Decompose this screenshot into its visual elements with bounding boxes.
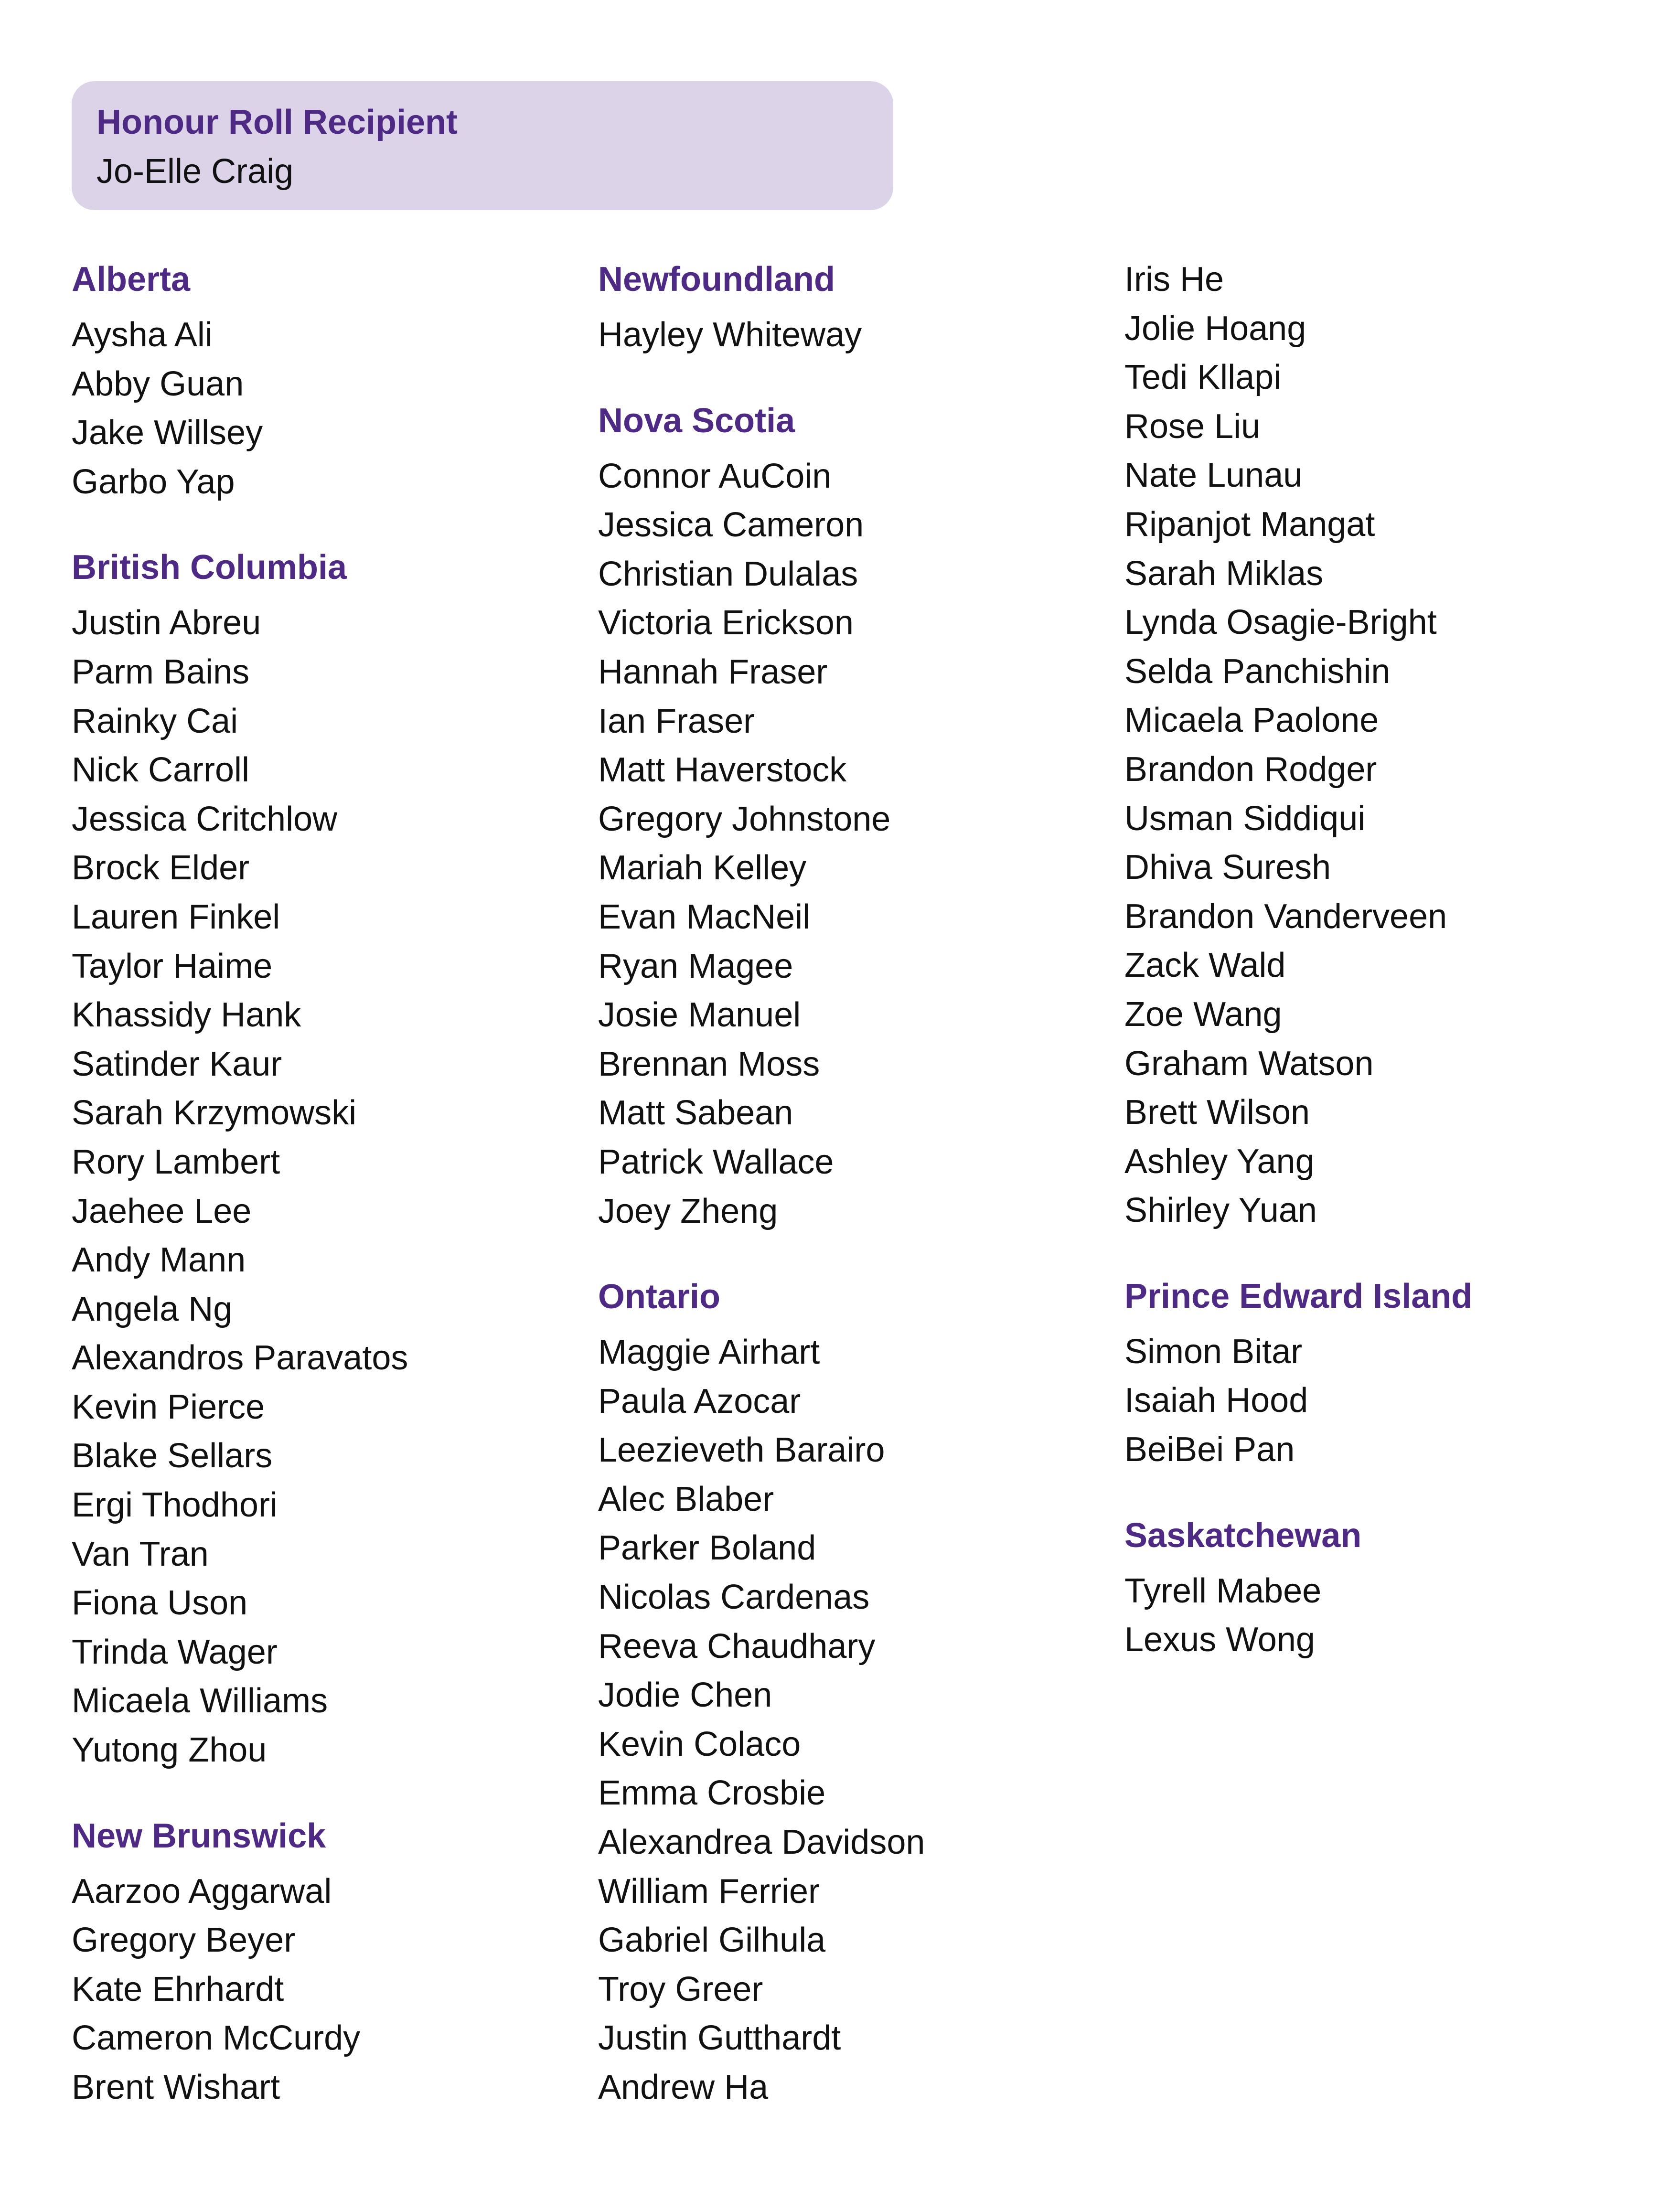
list-item: Sarah Krzymowski: [72, 1094, 357, 1132]
column-3: [1124, 255, 1626, 1701]
list-item: Alexandros Paravatos: [72, 1339, 408, 1377]
section-title: Nova Scotia: [598, 401, 795, 440]
list-item: Brent Wishart: [72, 2068, 280, 2106]
list-item: Lynda Osagie-Bright: [1124, 603, 1437, 642]
list-item: Tyrell Mabee: [1124, 1571, 1322, 1610]
list-item: Jaehee Lee: [72, 1192, 252, 1230]
list-item: Sarah Miklas: [1124, 554, 1324, 593]
section-title: Ontario: [598, 1278, 721, 1316]
name-list: [1124, 1567, 1626, 1665]
list-item: Kevin Pierce: [72, 1388, 265, 1426]
list-item: Jessica Cameron: [598, 506, 864, 545]
list-item: Justin Gutthardt: [598, 2019, 841, 2058]
name-list: [598, 310, 1100, 360]
section-new-brunswick: [72, 1812, 573, 2112]
list-item: Brennan Moss: [598, 1045, 820, 1083]
list-item: Lexus Wong: [1124, 1621, 1315, 1659]
list-item: Alec Blaber: [598, 1480, 774, 1518]
section-ontario-continued: [1124, 255, 1626, 1235]
list-item: Nicolas Cardenas: [598, 1578, 870, 1617]
section-title: British Columbia: [72, 548, 347, 587]
list-item: Blake Sellars: [72, 1437, 273, 1475]
list-item: Abby Guan: [72, 364, 244, 403]
name-list: [72, 598, 573, 1774]
list-item: Zack Wald: [1124, 946, 1286, 985]
section-saskatchewan: [1124, 1511, 1626, 1665]
list-item: Shirley Yuan: [1124, 1191, 1317, 1230]
section-prince-edward-island: [1124, 1272, 1626, 1474]
list-item: Selda Panchishin: [1124, 652, 1391, 691]
list-item: Taylor Haime: [72, 947, 273, 985]
list-item: Fiona Uson: [72, 1584, 248, 1623]
list-item: Andrew Ha: [598, 2068, 769, 2106]
list-item: Ryan Magee: [598, 947, 793, 985]
list-item: Simon Bitar: [1124, 1332, 1303, 1371]
list-item: Jolie Hoang: [1124, 309, 1306, 348]
list-item: Ripanjot Mangat: [1124, 505, 1375, 544]
list-item: Parm Bains: [72, 652, 250, 691]
list-item: Micaela Williams: [72, 1682, 328, 1720]
list-item: Reeva Chaudhary: [598, 1627, 876, 1666]
list-item: Rainky Cai: [72, 702, 238, 740]
section-title: Alberta: [72, 260, 191, 299]
list-item: Alexandrea Davidson: [598, 1823, 925, 1862]
list-item: Kate Ehrhardt: [72, 1970, 284, 2008]
section-title: New Brunswick: [72, 1816, 326, 1855]
name-list: [598, 1328, 1100, 2112]
list-item: Hannah Fraser: [598, 652, 828, 691]
list-item: Patrick Wallace: [598, 1143, 834, 1181]
list-item: Paula Azocar: [598, 1382, 801, 1420]
list-item: Troy Greer: [598, 1970, 763, 2008]
column-2: [598, 255, 1100, 2149]
list-item: Parker Boland: [598, 1529, 816, 1568]
section-newfoundland: [598, 255, 1100, 360]
section-british-columbia: [72, 543, 573, 1774]
list-item: Maggie Airhart: [598, 1333, 820, 1372]
list-item: Trinda Wager: [72, 1633, 278, 1671]
list-item: Christian Dulalas: [598, 555, 858, 593]
recipient-name: Jo-Elle Craig: [96, 152, 294, 191]
list-item: Ergi Thodhori: [72, 1486, 278, 1525]
list-item: William Ferrier: [598, 1872, 820, 1911]
section-title: Prince Edward Island: [1124, 1277, 1473, 1315]
list-item: Zoe Wang: [1124, 995, 1282, 1034]
list-item: Ashley Yang: [1124, 1142, 1315, 1181]
list-item: Usman Siddiqui: [1124, 799, 1366, 838]
list-item: Matt Sabean: [598, 1094, 793, 1132]
list-item: Gabriel Gilhula: [598, 1921, 826, 1960]
column-1: [72, 255, 573, 2149]
list-item: Garbo Yap: [72, 462, 235, 501]
list-item: Nate Lunau: [1124, 456, 1303, 495]
name-list: [1124, 1327, 1626, 1474]
list-item: Victoria Erickson: [598, 604, 854, 642]
section-ontario: [598, 1272, 1100, 2112]
list-item: Andy Mann: [72, 1241, 246, 1280]
list-item: Satinder Kaur: [72, 1045, 282, 1083]
list-item: Gregory Beyer: [72, 1921, 296, 1960]
list-item: Angela Ng: [72, 1290, 233, 1328]
section-alberta: [72, 255, 573, 506]
list-item: Jodie Chen: [598, 1676, 772, 1715]
list-item: Josie Manuel: [598, 996, 801, 1035]
list-item: Aysha Ali: [72, 316, 213, 354]
list-item: Khassidy Hank: [72, 996, 301, 1035]
list-item: Micaela Paolone: [1124, 701, 1379, 740]
list-item: Rose Liu: [1124, 407, 1261, 446]
list-item: Kevin Colaco: [598, 1725, 801, 1763]
recipient-label: Honour Roll Recipient: [96, 103, 458, 141]
list-item: BeiBei Pan: [1124, 1431, 1295, 1469]
name-list: [72, 1867, 573, 2112]
list-item: Brett Wilson: [1124, 1093, 1310, 1132]
name-list: [598, 452, 1100, 1236]
list-item: Brandon Vanderveen: [1124, 897, 1447, 936]
list-item: Justin Abreu: [72, 604, 261, 642]
list-item: Graham Watson: [1124, 1044, 1374, 1083]
list-item: Tedi Kllapi: [1124, 358, 1282, 397]
list-item: Van Tran: [72, 1535, 209, 1573]
list-item: Jessica Critchlow: [72, 800, 338, 838]
name-list: [72, 310, 573, 506]
honour-roll-recipient-box: [72, 81, 893, 210]
name-list: [1124, 255, 1626, 1235]
list-item: Lauren Finkel: [72, 897, 280, 936]
list-item: Brock Elder: [72, 849, 250, 887]
list-item: Jake Willsey: [72, 414, 263, 452]
list-item: Nick Carroll: [72, 751, 250, 790]
list-item: Rory Lambert: [72, 1143, 280, 1181]
section-nova-scotia: [598, 396, 1100, 1236]
list-item: Yutong Zhou: [72, 1731, 267, 1770]
list-item: Cameron McCurdy: [72, 2019, 361, 2058]
list-item: Isaiah Hood: [1124, 1381, 1308, 1420]
list-item: Iris He: [1124, 260, 1224, 299]
section-title: Newfoundland: [598, 260, 835, 299]
list-item: Gregory Johnstone: [598, 800, 891, 838]
list-item: Connor AuCoin: [598, 457, 832, 495]
list-item: Matt Haverstock: [598, 751, 847, 790]
list-item: Dhiva Suresh: [1124, 848, 1331, 887]
list-item: Joey Zheng: [598, 1192, 778, 1230]
list-item: Aarzoo Aggarwal: [72, 1872, 332, 1911]
list-item: Mariah Kelley: [598, 849, 807, 887]
section-title: Saskatchewan: [1124, 1516, 1362, 1555]
list-item: Emma Crosbie: [598, 1774, 826, 1813]
list-item: Ian Fraser: [598, 702, 755, 740]
list-item: Leezieveth Barairo: [598, 1431, 885, 1470]
list-item: Brandon Rodger: [1124, 750, 1377, 789]
list-item: Evan MacNeil: [598, 897, 811, 936]
list-item: Hayley Whiteway: [598, 316, 862, 354]
